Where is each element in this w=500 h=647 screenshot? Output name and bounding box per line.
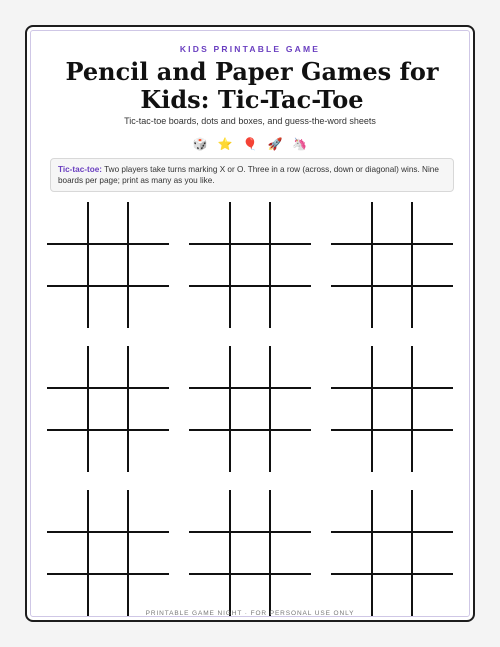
tic-tac-toe-board: [189, 202, 311, 328]
star-icon: ⭐: [217, 137, 233, 151]
worksheet-page: [25, 25, 475, 622]
title-line-2: Kids: Tic-Tac-Toe: [140, 85, 364, 114]
rocket-icon: 🚀: [267, 137, 283, 151]
tic-tac-toe-board: [331, 346, 453, 472]
unicorn-icon: 🦄: [292, 137, 308, 151]
tic-tac-toe-boards: [27, 27, 473, 620]
balloon-icon: 🎈: [242, 137, 258, 151]
instructions-text: Two players take turns marking X or O. Three in a row (across, down or diagonal) wins. Nine boards per page; print as many as you like.: [58, 165, 439, 185]
tic-tac-toe-board: [331, 202, 453, 328]
eyebrow-label: KIDS PRINTABLE GAME: [179, 44, 321, 54]
tic-tac-toe-board: [331, 490, 453, 616]
title-line-1: Pencil and Paper Games for: [65, 57, 439, 86]
tic-tac-toe-board: [47, 490, 169, 616]
tic-tac-toe-board: [47, 346, 169, 472]
page-subtitle: Tic-tac-toe boards, dots and boxes, and guess-the-word sheets: [124, 116, 376, 126]
tic-tac-toe-board: [189, 346, 311, 472]
tic-tac-toe-board: [47, 202, 169, 328]
dice-icon: 🎲: [192, 137, 208, 151]
page-footer: PRINTABLE GAME NIGHT · FOR PERSONAL USE ONLY: [145, 610, 355, 617]
instructions-label: Tic-tac-toe:: [58, 165, 102, 174]
tic-tac-toe-board: [189, 490, 311, 616]
